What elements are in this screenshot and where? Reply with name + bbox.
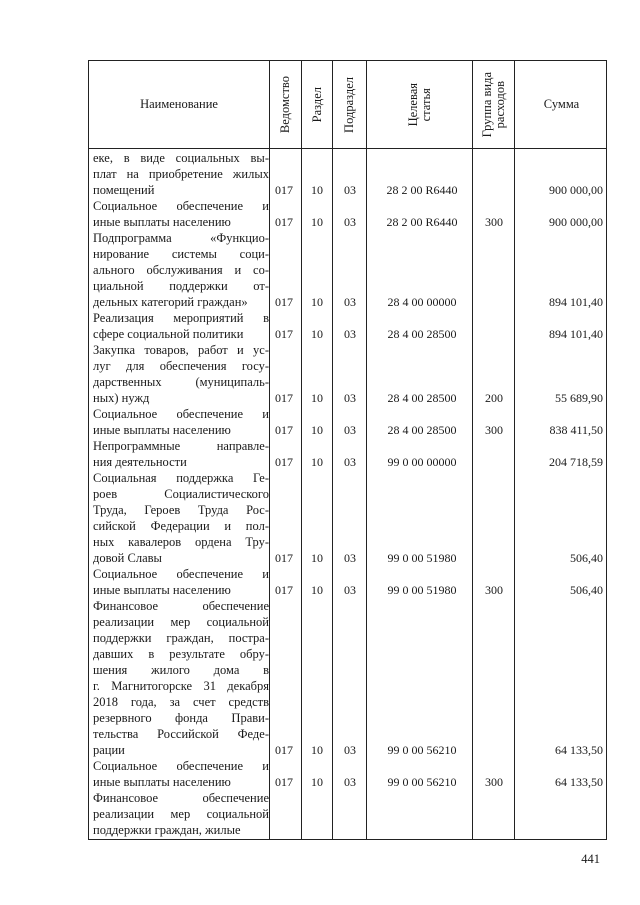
cell-pod: 03 (344, 775, 356, 789)
cell-pod: 03 (344, 215, 356, 229)
header-summa-label: Сумма (543, 97, 580, 111)
row-name-line: Социальное обеспечение и (93, 199, 269, 213)
cell-sum: 55 689,90 (555, 391, 603, 405)
cell-pod: 03 (344, 423, 356, 437)
cell-raz: 10 (311, 455, 323, 469)
row-name-line: сийской Федерации и пол- (93, 519, 269, 533)
column-divider (472, 61, 473, 839)
cell-raz: 10 (311, 215, 323, 229)
row-name-line: еке, в виде социальных вы- (93, 151, 269, 165)
cell-cel: 28 4 00 28500 (387, 391, 457, 405)
cell-raz: 10 (311, 583, 323, 597)
cell-grp: 300 (485, 775, 503, 789)
page-number: 441 (581, 852, 600, 866)
header-vedomstvo (270, 61, 301, 148)
cell-cel: 28 4 00 00000 (387, 295, 457, 309)
row-name-line: довой Славы (93, 551, 162, 565)
cell-sum: 894 101,40 (549, 295, 603, 309)
row-name-line: ных) нужд (93, 391, 150, 405)
cell-ved: 017 (275, 295, 293, 309)
column-divider (366, 61, 367, 839)
header-podrazdel (333, 61, 366, 148)
row-name-line: поддержки граждан, жилые (93, 823, 241, 837)
cell-raz: 10 (311, 551, 323, 565)
row-name-line: давших в результате обру- (93, 647, 269, 661)
row-name-line: иные выплаты населению (93, 423, 231, 437)
row-name-line: Финансовое обеспечение (93, 599, 269, 613)
header-gruppa-label (481, 72, 507, 137)
row-name-line: помещений (93, 183, 155, 197)
header-razdel (302, 61, 332, 148)
header-vedomstvo-label: Ведомство (278, 75, 292, 134)
cell-raz: 10 (311, 775, 323, 789)
column-divider (301, 61, 302, 839)
cell-ved: 017 (275, 423, 293, 437)
header-summa (515, 61, 607, 148)
row-name-line: ных кавалеров ордена Тру- (93, 535, 269, 549)
cell-cel: 28 2 00 R6440 (386, 215, 458, 229)
row-name-line: Социальная поддержка Ге- (93, 471, 269, 485)
row-name-line: резервного фонда Прави- (93, 711, 269, 725)
cell-sum: 204 718,59 (549, 455, 603, 469)
cell-pod: 03 (344, 295, 356, 309)
row-name-line: плат на приобретение жилых (93, 167, 269, 181)
cell-sum: 894 101,40 (549, 327, 603, 341)
row-name-line: Подпрограмма «Функцио- (93, 231, 269, 245)
row-name-line: Труда, Героев Труда Рос- (93, 503, 269, 517)
cell-raz: 10 (311, 743, 323, 757)
cell-grp: 300 (485, 215, 503, 229)
cell-cel: 99 0 00 51980 (387, 583, 457, 597)
header-name (89, 61, 269, 148)
cell-sum: 506,40 (570, 551, 603, 565)
cell-raz: 10 (311, 327, 323, 341)
row-name-line: шения жилого дома в (93, 663, 269, 677)
cell-grp: 300 (485, 423, 503, 437)
cell-cel: 28 4 00 28500 (387, 327, 457, 341)
cell-grp: 200 (485, 391, 503, 405)
header-name-label: Наименование (140, 97, 218, 111)
cell-pod: 03 (344, 183, 356, 197)
cell-cel: 28 2 00 R6440 (386, 183, 458, 197)
row-name-line: сфере социальной политики (93, 327, 244, 341)
row-name-line: Социальное обеспечение и (93, 407, 269, 421)
row-name-line: реализации мер социальной (93, 807, 269, 821)
row-name-line: поддержки граждан, постра- (93, 631, 269, 645)
cell-sum: 64 133,50 (555, 743, 603, 757)
cell-pod: 03 (344, 583, 356, 597)
column-divider (332, 61, 333, 839)
row-name-line: ального обслуживания и со- (93, 263, 269, 277)
row-name-line: дарственных (муниципаль- (93, 375, 269, 389)
cell-pod: 03 (344, 327, 356, 341)
cell-ved: 017 (275, 215, 293, 229)
cell-sum: 64 133,50 (555, 775, 603, 789)
cell-ved: 017 (275, 391, 293, 405)
cell-ved: 017 (275, 743, 293, 757)
cell-sum: 900 000,00 (549, 183, 603, 197)
cell-cel: 99 0 00 56210 (387, 775, 457, 789)
header-celevaya-label (407, 83, 433, 126)
cell-pod: 03 (344, 743, 356, 757)
cell-cel: 99 0 00 51980 (387, 551, 457, 565)
row-name-line: г. Магнитогорске 31 декабря (93, 679, 269, 693)
cell-sum: 900 000,00 (549, 215, 603, 229)
row-name-line: циальной поддержки от- (93, 279, 269, 293)
row-name-line: Финансовое обеспечение (93, 791, 269, 805)
row-name-line: роев Социалистического (93, 487, 269, 501)
row-name-line: тельства Российской Феде- (93, 727, 269, 741)
cell-raz: 10 (311, 295, 323, 309)
header-gruppa-line2: расходов (492, 80, 507, 129)
column-divider (269, 61, 270, 839)
header-gruppa-line1: Группа вида (479, 71, 494, 138)
header-celevaya-line1: Целевая (405, 82, 420, 127)
cell-pod: 03 (344, 455, 356, 469)
header-gruppa (473, 61, 514, 148)
row-name-line: иные выплаты населению (93, 215, 231, 229)
row-name-line: реализации мер социальной (93, 615, 269, 629)
row-name-line: ния деятельности (93, 455, 187, 469)
cell-pod: 03 (344, 391, 356, 405)
row-name-line: луг для обеспечения госу- (93, 359, 269, 373)
row-name-line: Социальное обеспечение и (93, 567, 269, 581)
cell-sum: 838 411,50 (549, 423, 603, 437)
cell-sum: 506,40 (570, 583, 603, 597)
header-divider (89, 148, 606, 149)
row-name-line: нирование системы соци- (93, 247, 269, 261)
cell-raz: 10 (311, 391, 323, 405)
header-celevaya-line2: статья (418, 87, 433, 122)
row-name-line: Социальное обеспечение и (93, 759, 269, 773)
cell-ved: 017 (275, 327, 293, 341)
cell-grp: 300 (485, 583, 503, 597)
row-name-line: 2018 года, за счет средств (93, 695, 269, 709)
row-name-line: дельных категорий граждан» (93, 295, 248, 309)
cell-ved: 017 (275, 183, 293, 197)
cell-ved: 017 (275, 775, 293, 789)
row-name-line: Закупка товаров, работ и ус- (93, 343, 269, 357)
budget-table (88, 60, 607, 840)
header-razdel-label: Раздел (309, 86, 324, 123)
row-name-line: иные выплаты населению (93, 775, 231, 789)
header-podrazdel-label: Подраздел (342, 76, 356, 133)
cell-ved: 017 (275, 551, 293, 565)
cell-pod: 03 (344, 551, 356, 565)
cell-cel: 28 4 00 28500 (387, 423, 457, 437)
cell-ved: 017 (275, 583, 293, 597)
row-name-line: Непрограммные направле- (93, 439, 269, 453)
header-celevaya (367, 61, 472, 148)
row-name-line: Реализация мероприятий в (93, 311, 269, 325)
cell-cel: 99 0 00 00000 (387, 455, 457, 469)
row-name-line: иные выплаты населению (93, 583, 231, 597)
cell-raz: 10 (311, 423, 323, 437)
cell-ved: 017 (275, 455, 293, 469)
cell-raz: 10 (311, 183, 323, 197)
cell-cel: 99 0 00 56210 (387, 743, 457, 757)
row-name-line: рации (93, 743, 125, 757)
column-divider (514, 61, 515, 839)
